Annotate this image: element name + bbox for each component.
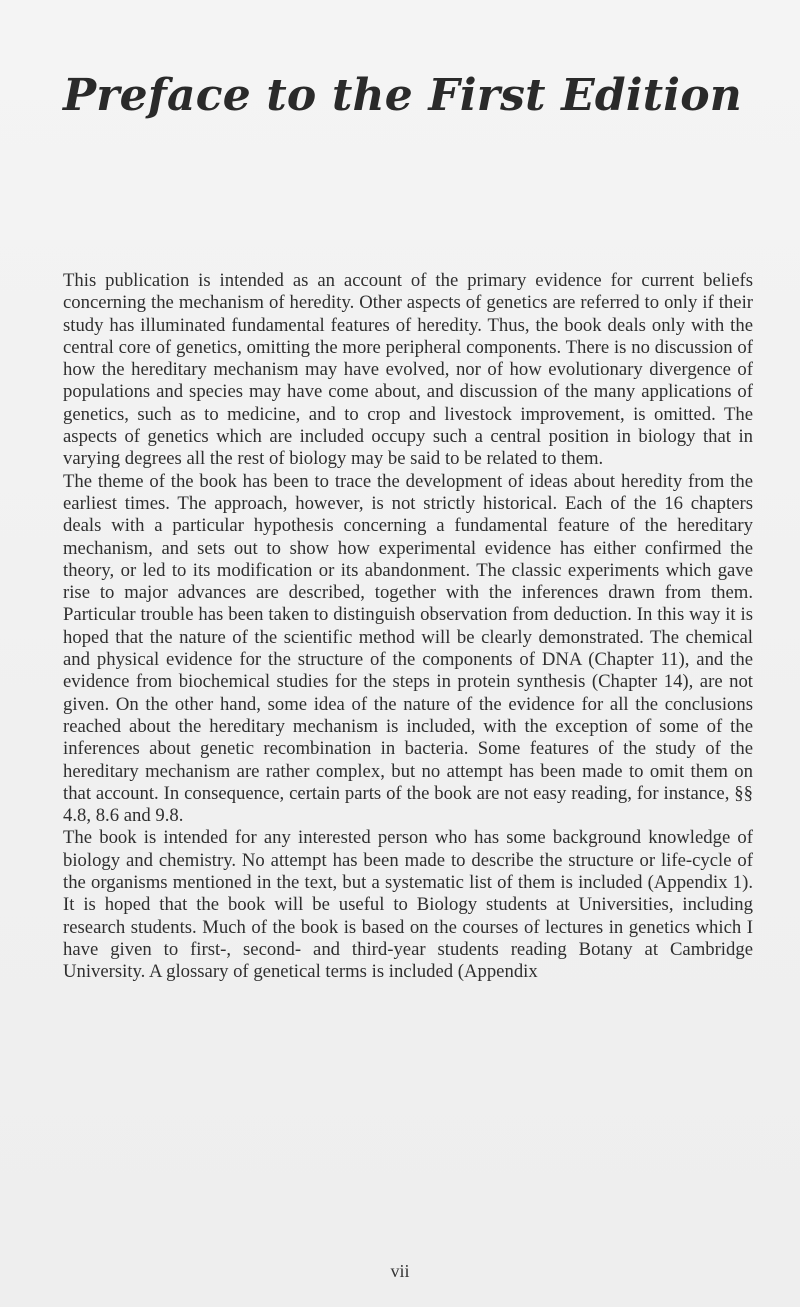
body-text xyxy=(63,270,753,984)
paragraph-3: The book is intended for any interested person who has some background knowledge of biology and chemistry. No attempt has been made to describe the structure or life-cycle of the organisms mentioned in the text, but a systematic list of them is included (Appendix 1). It is hoped that the book will be useful to Biology students at Universities, including research students. Much of the book is based on the courses of lectures in genetics which I have given to first-, second- and third-year students reading Botany at Cambridge University. A glossary of genetical terms is included (Appendix xyxy=(63,827,753,983)
page-title: Preface to the First Edition xyxy=(63,70,742,121)
paragraph-1: This publication is intended as an account of the primary evidence for current beliefs concerning the mechanism of heredity. Other aspects of genetics are referred to only if their study has illuminated fundamental features of heredity. Thus, the book deals only with the central core of genetics, omitting the more peripheral components. There is no discussion of how the hereditary mechanism may have evolved, nor of how evolutionary divergence of populations and species may have come about, and discussion of the many applications of genetics, such as to medicine, and to crop and livestock improvement, is omitted. The aspects of genetics which are included occupy such a central position in biology that in varying degrees all the rest of biology may be said to be related to them. xyxy=(63,270,753,470)
paragraph-2: The theme of the book has been to trace the development of ideas about heredity from the earliest times. The approach, however, is not strictly historical. Each of the 16 chapters deals with a particular hypothesis concerning a fundamental feature of the hereditary mechanism, and sets out to show how experimental evidence has either confirmed the theory, or led to its modification or its abandonment. The classic experiments which gave rise to major advances are described, together with the inferences drawn from them. Particular trouble has been taken to distinguish observation from deduction. In this way it is hoped that the nature of the scientific method will be clearly demonstrated. The chemical and physical evidence for the structure of the components of DNA (Chapter 11), and the evidence from biochemical studies for the steps in protein synthesis (Chapter 14), are not given. On the other hand, some idea of the nature of the evidence for all the conclusions reached about the hereditary mechanism is included, with the exception of some of the inferences about genetic recombination in bacteria. Some features of the study of the hereditary mechanism are rather complex, but no attempt has been made to omit them on that account. In consequence, certain parts of the book are not easy reading, for instance, §§ 4.8, 8.6 and 9.8. xyxy=(63,470,753,827)
page-number: vii xyxy=(390,1261,410,1281)
